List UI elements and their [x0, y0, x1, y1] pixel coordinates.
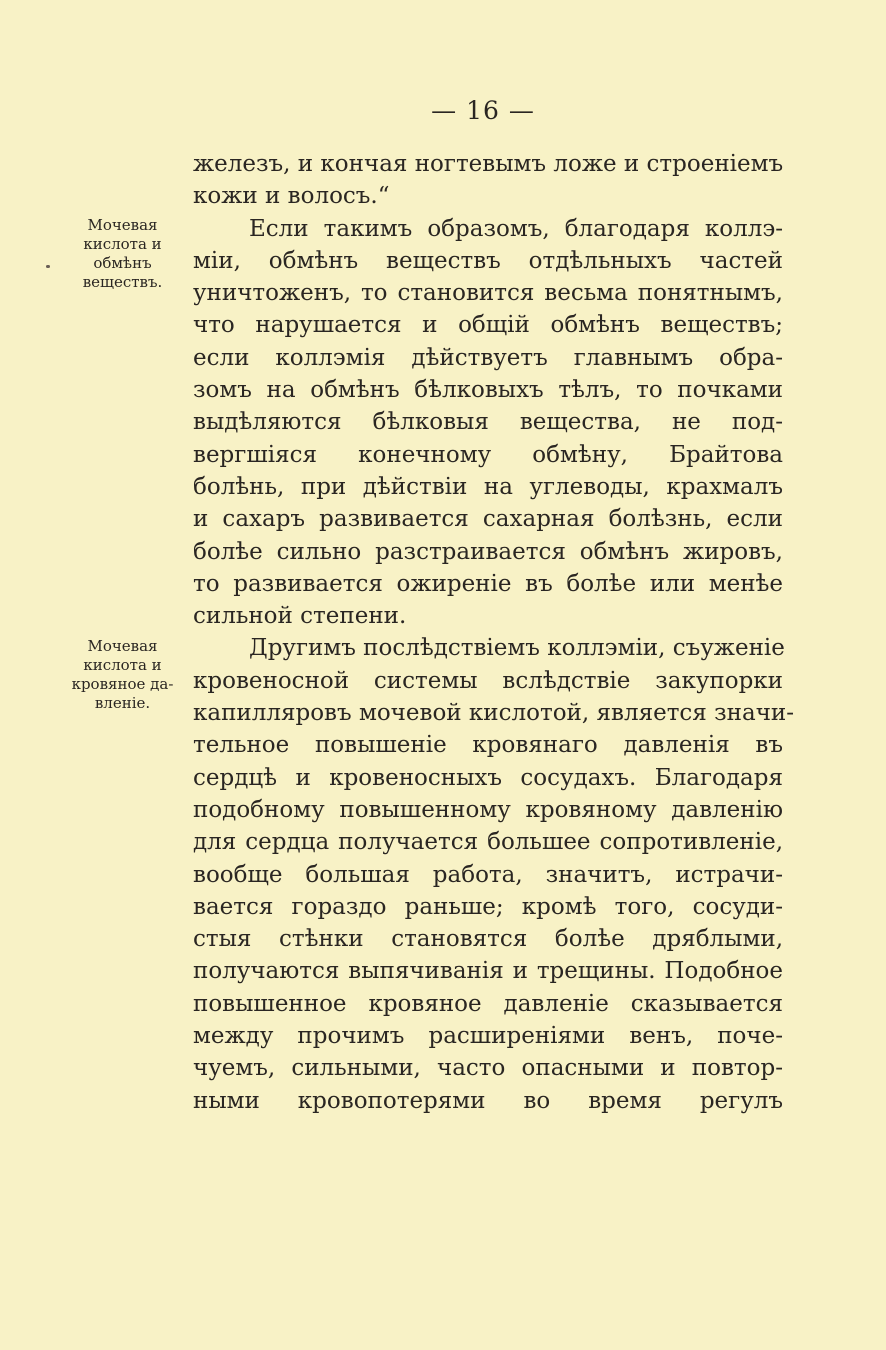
text-line: Если такимъ образомъ, благодаря коллэ-: [249, 215, 783, 242]
margin-note-uric-acid-blood-pressure: [55, 637, 190, 713]
text-line: сердцѣ и кровеносныхъ сосудахъ. Благодаря: [193, 764, 783, 791]
text-line: если коллэмія дѣйствуетъ главнымъ обра-: [193, 344, 783, 371]
margin-note-line: Мочевая: [87, 216, 158, 234]
text-line: между прочимъ расширеніями венъ, поче-: [193, 1023, 783, 1050]
text-line: капилляровъ мочевой кислотой, является значи-: [193, 700, 795, 727]
body-text: [193, 148, 795, 1117]
text-line: зомъ на обмѣнъ бѣлковыхъ тѣлъ, то почками: [193, 377, 783, 404]
text-line: вергшіяся конечному обмѣну, Брайтова: [193, 441, 783, 468]
margin-note-line: кровяное да-: [71, 675, 174, 693]
text-line: кровеносной системы вслѣдствіе закупорки: [193, 667, 783, 694]
text-line: вается гораздо раньше; кромѣ того, сосуди-: [193, 893, 783, 920]
text-line: повышенное кровяное давленіе сказывается: [193, 990, 783, 1017]
text-line: выдѣляются бѣлковыя вещества, не под-: [193, 409, 783, 436]
text-line: вообще большая работа, значитъ, истрачи-: [193, 861, 783, 888]
text-line: сильной степени.: [193, 603, 407, 630]
margin-note-line: обмѣнъ: [93, 254, 152, 272]
margin-note-line: кислота и: [83, 656, 162, 674]
text-line: болѣнь, при дѣйствіи на углеводы, крахмалъ: [193, 473, 783, 500]
text-line: чуемъ, сильными, часто опасными и повтор-: [193, 1055, 783, 1082]
text-line: ными кровопотерями во время регулъ: [193, 1087, 783, 1114]
page-number: — 16 —: [431, 96, 535, 125]
text-line: железъ, и кончая ногтевымъ ложе и строеніемъ: [193, 151, 784, 177]
text-line: тельное повышеніе кровянаго давленія въ: [193, 732, 783, 759]
text-line: и сахаръ развивается сахарная болѣзнь, если: [193, 506, 783, 533]
text-line: что нарушается и общій обмѣнъ веществъ;: [193, 312, 783, 339]
paragraph: [193, 148, 783, 213]
text-line: Другимъ послѣдствіемъ коллэміи, съуженіе: [249, 635, 785, 662]
margin-note-line: Мочевая: [87, 637, 158, 655]
paragraph: [193, 213, 783, 633]
margin-note-line: вленіе.: [94, 694, 151, 712]
margin-note-line: кислота и: [83, 235, 162, 253]
text-line: стыя стѣнки становятся болѣе дряблыми,: [193, 926, 783, 953]
text-line: для сердца получается большее сопротивленіе,: [193, 829, 783, 856]
text-line: уничтоженъ, то становится весьма понятнымъ,: [193, 280, 783, 307]
text-line: получаются выпячиванія и трещины. Подобное: [193, 958, 783, 985]
text-line: кожи и волосъ.“: [193, 183, 390, 210]
ink-speck: [46, 265, 50, 268]
text-line: подобному повышенному кровяному давленію: [193, 796, 783, 823]
text-line: міи, обмѣнъ веществъ отдѣльныхъ частей: [193, 247, 783, 274]
margin-note-line: веществъ.: [82, 273, 163, 291]
text-line: болѣе сильно разстраивается обмѣнъ жировъ,: [193, 538, 783, 565]
text-line: то развивается ожиреніе въ болѣе или менѣе: [193, 570, 783, 597]
margin-note-uric-acid-metabolism: [55, 216, 190, 292]
paragraph: [193, 632, 795, 1116]
